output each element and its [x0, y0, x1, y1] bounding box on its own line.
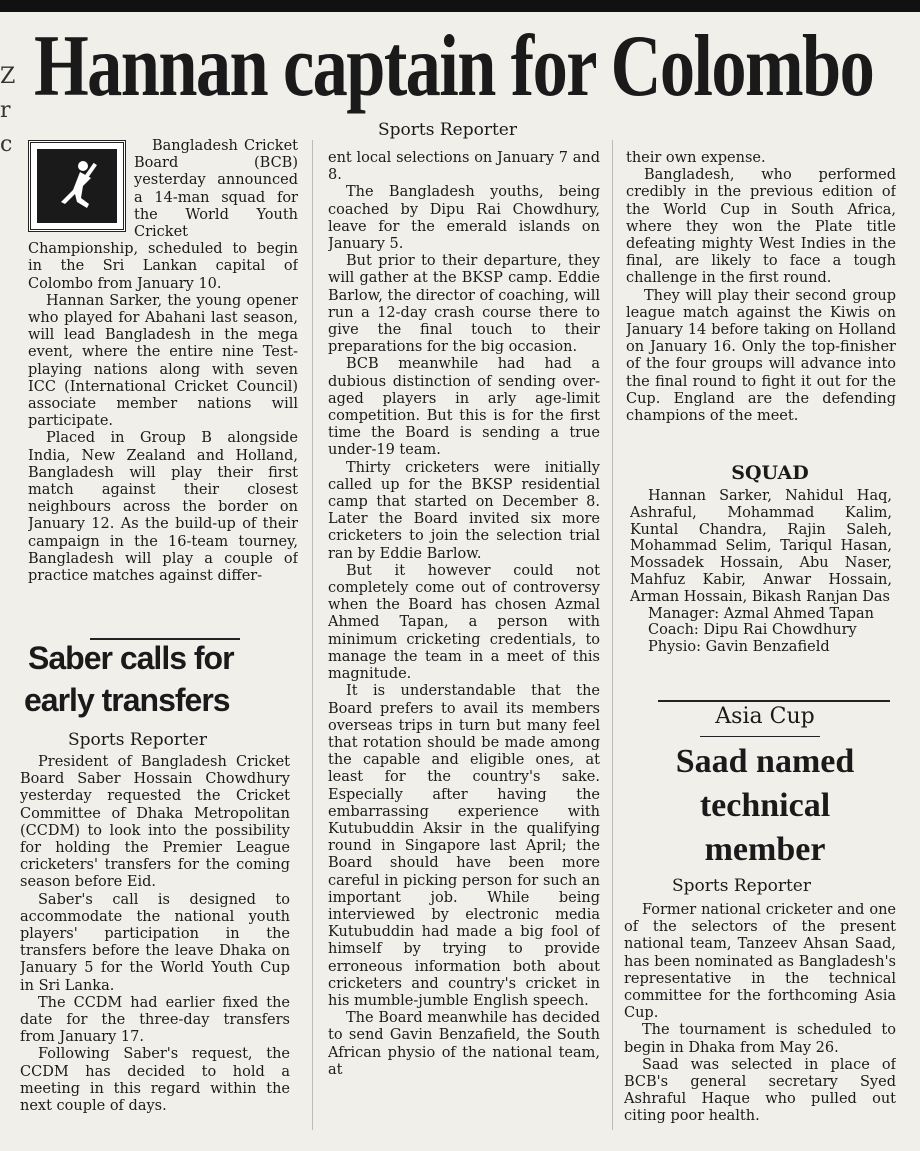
paragraph: They will play their second group league match against the Kiwis on January 14 before taking on Holland on January 16. Only the top-finisher of the four groups will advance into the final round to fight it out for the Cup. England are the defending champions of the meet. — [626, 287, 896, 425]
paragraph: Former national cricketer and one of the selectors of the present national team, Tanzeev Ahsan Saad, has been nominated as Bangladesh's representative in the technical committee for the forthcoming Asia Cup. — [624, 902, 896, 1022]
saber-headline-line-2: early transfers — [24, 682, 230, 718]
saad-story-body — [624, 902, 896, 1142]
paragraph: ent local selections on January 7 and 8. — [328, 150, 600, 184]
paragraph: their own expense. — [626, 150, 766, 166]
bcb-logo — [28, 140, 126, 232]
saad-byline: Sports Reporter — [672, 876, 811, 896]
edge-mark: c — [0, 132, 13, 157]
paragraph: Following Saber's request, the CCDM has decided to hold a meeting in this regard within the next couple of days. — [20, 1046, 290, 1115]
paragraph: Placed in Group B alongside India, New Zealand and Holland, Bangladesh will play their first match against their closest neighbours across the border on January 12. As the build-up of their campaign in the 16-team tourney, Bangladesh will play a couple of practice matches against differ- — [28, 430, 298, 585]
main-byline: Sports Reporter — [378, 120, 517, 140]
saad-headline-line-3: member — [704, 831, 826, 868]
paragraph: The Bangladesh youths, being coached by Dipu Rai Chowdhury, leave for the emerald islands on January 5. — [328, 184, 600, 253]
paragraph: But prior to their departure, they will gather at the BKSP camp. Eddie Barlow, the director of coaching, will run a 12-day crash course there to give the final touch to their preparations for the big occasion. — [328, 253, 600, 356]
saber-byline: Sports Reporter — [68, 730, 207, 750]
saber-headline-line-1: Saber calls for — [28, 640, 234, 676]
saad-headline-line-1: Saad named — [675, 743, 855, 780]
main-story-column-1 — [28, 138, 298, 636]
paragraph: It is understandable that the Board prefers to avail its members overseas trips in turn but many feel that rotation should be made among the capable and eligible ones, at least for the country's sake. Especially after having the embarrassing experience with Kutubuddin Aksir in the qualifying round in Singapore last April; the Board should have been more careful in picking person for such an important job. While being interviewed by electronic media Kutubuddin had made a big fool of himself by trying to provide erroneous information both about cricketers and country's cricket in his mumble-jumble English speech. — [328, 683, 600, 1009]
page-top-border — [0, 0, 920, 12]
main-story-column-2 — [328, 150, 600, 1135]
squad-manager: Manager: Azmal Ahmed Tapan — [648, 605, 875, 622]
saad-kicker: Asia Cup — [715, 704, 815, 729]
edge-mark: r — [0, 98, 11, 123]
divider — [658, 700, 890, 702]
paragraph: Thirty cricketers were initially called up for the BKSP residential camp that started on December 8. Later the Board invited six more cricketers to join the selection trial ran by Eddie Barlow. — [328, 459, 600, 562]
main-story-column-3 — [626, 150, 896, 460]
paragraph: The Board meanwhile has decided to send Gavin Benzafield, the South African physio of the national team, at — [328, 1010, 600, 1078]
column-rule — [312, 140, 313, 1130]
saad-headline-line-2: technical — [699, 787, 831, 824]
squad-heading: SQUAD — [731, 462, 809, 484]
page-edge-fragments — [0, 60, 14, 162]
squad-list — [630, 488, 892, 656]
cricket-batsman-icon — [47, 156, 107, 216]
paragraph: Saber's call is designed to accommodate the national youth players' participation in the transfers before the leave Dhaka on January 5 for the World Youth Cup in Sri Lanka. — [20, 891, 290, 994]
paragraph: President of Bangladesh Cricket Board Saber Hossain Chowdhury yesterday requested the Cricket Committee of Dhaka Metropolitan (CCDM) to look into the possibility for holding the Premier League cricketers' transfers for the coming season before Eid. — [20, 754, 290, 891]
kicker-underline — [700, 736, 820, 737]
paragraph: Bangladesh Cricket Board (BCB) yesterday announced a 14-man squad for the World Youth Cricket Championship, scheduled to begin in the Sri Lankan capital of Colombo from January 10. — [28, 138, 298, 292]
paragraph: But it however could not completely come out of controversy when the Board has chosen Azmal Ahmed Tapan, a person with minimum cricketing credentials, to manage the team in a meet of this magnitude. — [328, 562, 600, 683]
paragraph: Saad was selected in place of BCB's general secretary Syed Ashraful Haque who pulled out citing poor health. — [624, 1056, 896, 1125]
paragraph: The tournament is scheduled to begin in Dhaka from May 26. — [624, 1022, 896, 1056]
paragraph: BCB meanwhile had had a dubious distinction of sending over-aged players in arly age-limit competition. But this is for the first time the Board is sending a true under-19 team. — [328, 356, 600, 459]
column-rule — [612, 140, 613, 1130]
main-headline: Hannan captain for Colombo — [34, 18, 874, 115]
squad-coach: Coach: Dipu Rai Chowdhury — [648, 622, 857, 639]
paragraph: Bangladesh, who performed credibly in the previous edition of the World Cup in South Africa, where they won the Plate title defeating mighty West Indies in the final, are likely to face a tough challenge in the first round. — [626, 167, 896, 287]
squad-physio: Physio: Gavin Benzafield — [648, 639, 830, 656]
saad-headline — [630, 740, 900, 872]
paragraph: The CCDM had earlier fixed the date for the three-day transfers from January 17. — [20, 994, 290, 1046]
edge-mark: Z — [0, 64, 16, 89]
paragraph: Hannan Sarker, the young opener who played for Abahani last season, will lead Bangladesh in the mega event, where the entire nine Test-playing nations along with seven ICC (International Cricket Council) associate member nations will participate. — [28, 292, 298, 430]
saber-story-body — [20, 754, 290, 1134]
squad-players: Hannan Sarker, Nahidul Haq, Ashraful, Mohammad Kalim, Kuntal Chandra, Rajin Saleh, Mohammad Selim, Tariqul Hasan, Mossadek Hossain, Abu Naser, Mahfuz Kabir, Anwar Hossain, Arman Hossain, Bikash Ranjan Das — [630, 488, 892, 605]
